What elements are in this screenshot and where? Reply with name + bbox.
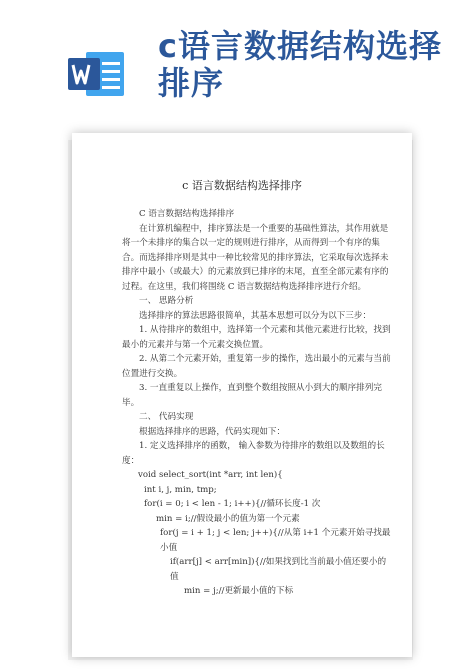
document-title: c 语言数据结构选择排序 [182,179,302,192]
doc-paragraph: 1. 从待排序的数组中，选择第一个元素和其他元素进行比较，找到最小的元素并与第一个元素交换位置。 [122,325,391,350]
document-body [122,207,394,599]
code-line: int i, j, min, tmp; [144,484,217,495]
doc-paragraph: 在计算机编程中，排序算法是一个重要的基础性算法，其作用就是将一个未排序的集合以一定的规则进行排序，从而得到一个有序的集合。而选择排序则是其中一种比较常见的排序算法，它采取每次选择未排序中最小（或最大）的元素放到已排序的末尾，直至全部元素有序的过程。在这里，我们将围绕 C 语言数据结构选择排序进行介绍。 [122,223,389,292]
code-line: min = i;//假设最小的值为第一个元素 [156,513,300,524]
code-line: min = j;//更新最小值的下标 [184,586,294,596]
doc-paragraph: C 语言数据结构选择排序 [139,209,235,219]
section-heading: 一、 思路分析 [139,296,194,306]
word-icon [64,42,128,106]
code-line: void select_sort(int *arr, int len){ [138,470,283,480]
doc-paragraph: 根据选择排序的思路，代码实现如下： [139,426,286,437]
document-page [72,133,412,657]
code-line: for(i = 0; i < len - 1; i++){//循环长度-1 次 [144,499,321,509]
page-header [0,0,474,120]
header-title: c语言数据结构选择排序 [158,27,442,102]
section-heading: 二、 代码实现 [139,412,194,422]
doc-paragraph: 选择排序的算法思路很简单，其基本思想可以分为以下三步： [139,310,372,321]
code-line: if(arr[j] < arr[min]){//如果找到比当前最小值还要小的值 [170,557,387,582]
doc-paragraph: 3. 一直重复以上操作，直到整个数组按照从小到大的顺序排列完毕。 [122,383,382,408]
doc-paragraph: 2. 从第二个元素开始，重复第一步的操作，选出最小的元素与当前位置进行交换。 [122,354,391,379]
code-line: for(j = i + 1; j < len; j++){//从第 i+1 个元素开始寻找最小值 [160,528,391,553]
doc-paragraph: 1. 定义选择排序的函数， 输入参数为待排序的数组以及数组的长度： [122,441,385,466]
